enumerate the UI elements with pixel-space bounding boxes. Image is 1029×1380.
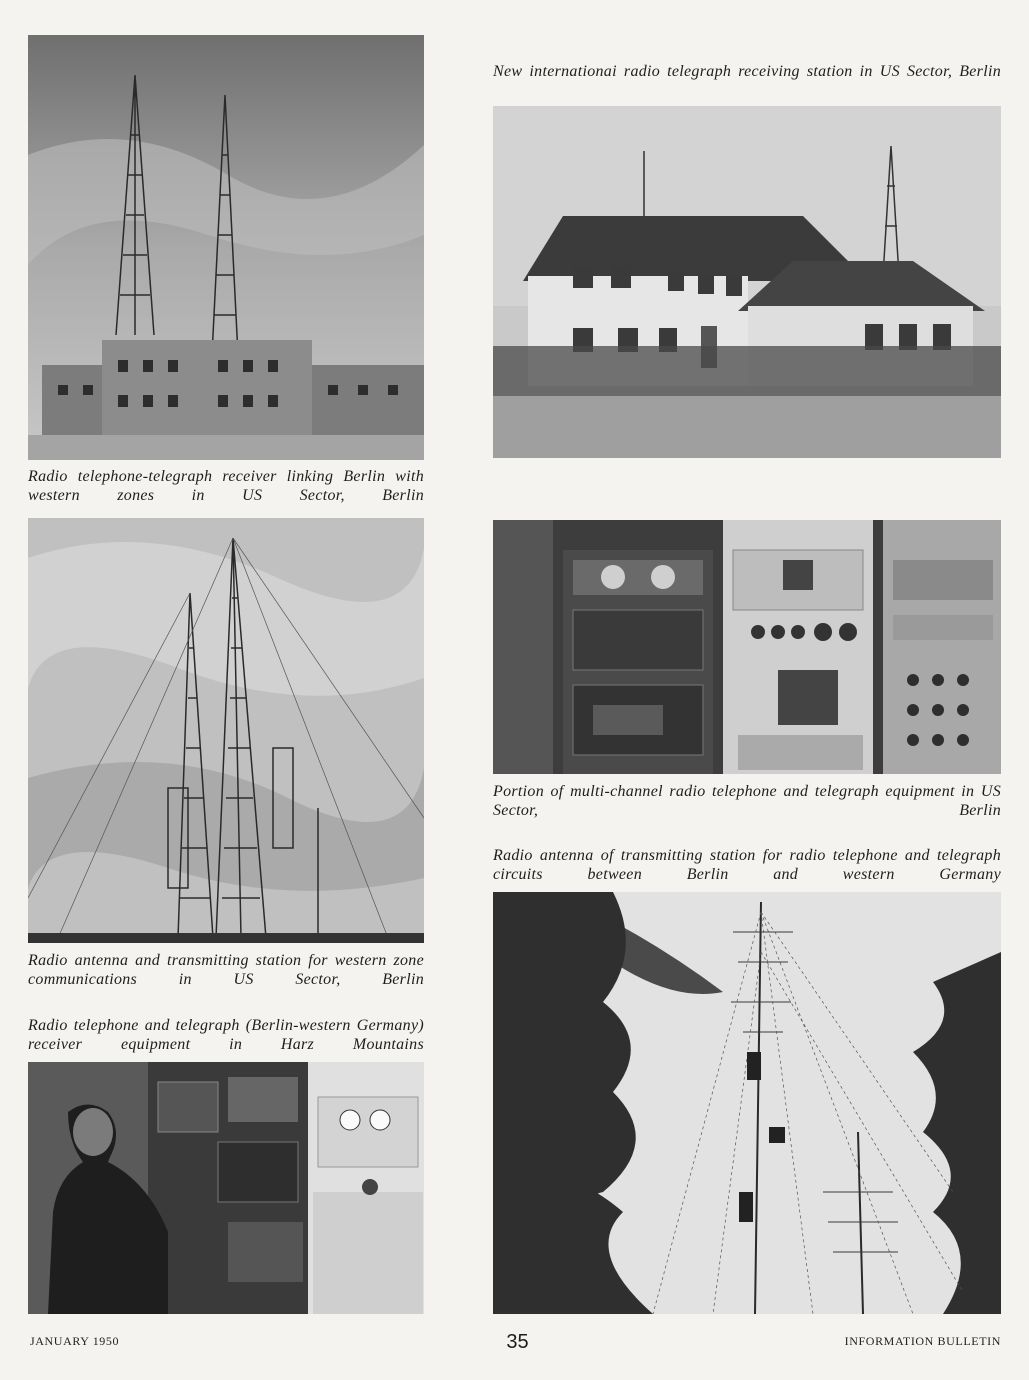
photo-multichannel-equipment xyxy=(493,520,1001,774)
caption-transmitting-antenna: Radio antenna of transmitting station for radio telephone and telegraph circuits between Berlin and western Germany xyxy=(493,847,1001,883)
caption-receiver-linking: Radio telephone-telegraph receiver linking Berlin with western zones in US Sector, Berlin xyxy=(28,468,424,504)
photo-harz-receiver-operator xyxy=(28,1062,424,1314)
photo-towers-receiver-building xyxy=(28,35,424,460)
caption-multichannel-equipment: Portion of multi-channel radio telephone and telegraph equipment in US Sector, Berlin xyxy=(493,783,1001,819)
photo-antenna-towers xyxy=(28,518,424,943)
page-number: 35 xyxy=(506,1331,529,1353)
caption-harz-equipment: Radio telephone and telegraph (Berlin-western Germany) receiver equipment in Harz Mountains xyxy=(28,1017,424,1053)
photo-antenna-trees xyxy=(493,892,1001,1314)
footer-publication: INFORMATION BULLETIN xyxy=(844,1334,1001,1348)
caption-receiving-station: New internationai radio telegraph receiving station in US Sector, Berlin xyxy=(493,63,1001,80)
photo-receiving-station-building xyxy=(493,106,1001,458)
footer-date: JANUARY 1950 xyxy=(30,1334,120,1348)
caption-western-zone-antenna: Radio antenna and transmitting station for western zone communications in US Sector, Berlin xyxy=(28,952,424,988)
